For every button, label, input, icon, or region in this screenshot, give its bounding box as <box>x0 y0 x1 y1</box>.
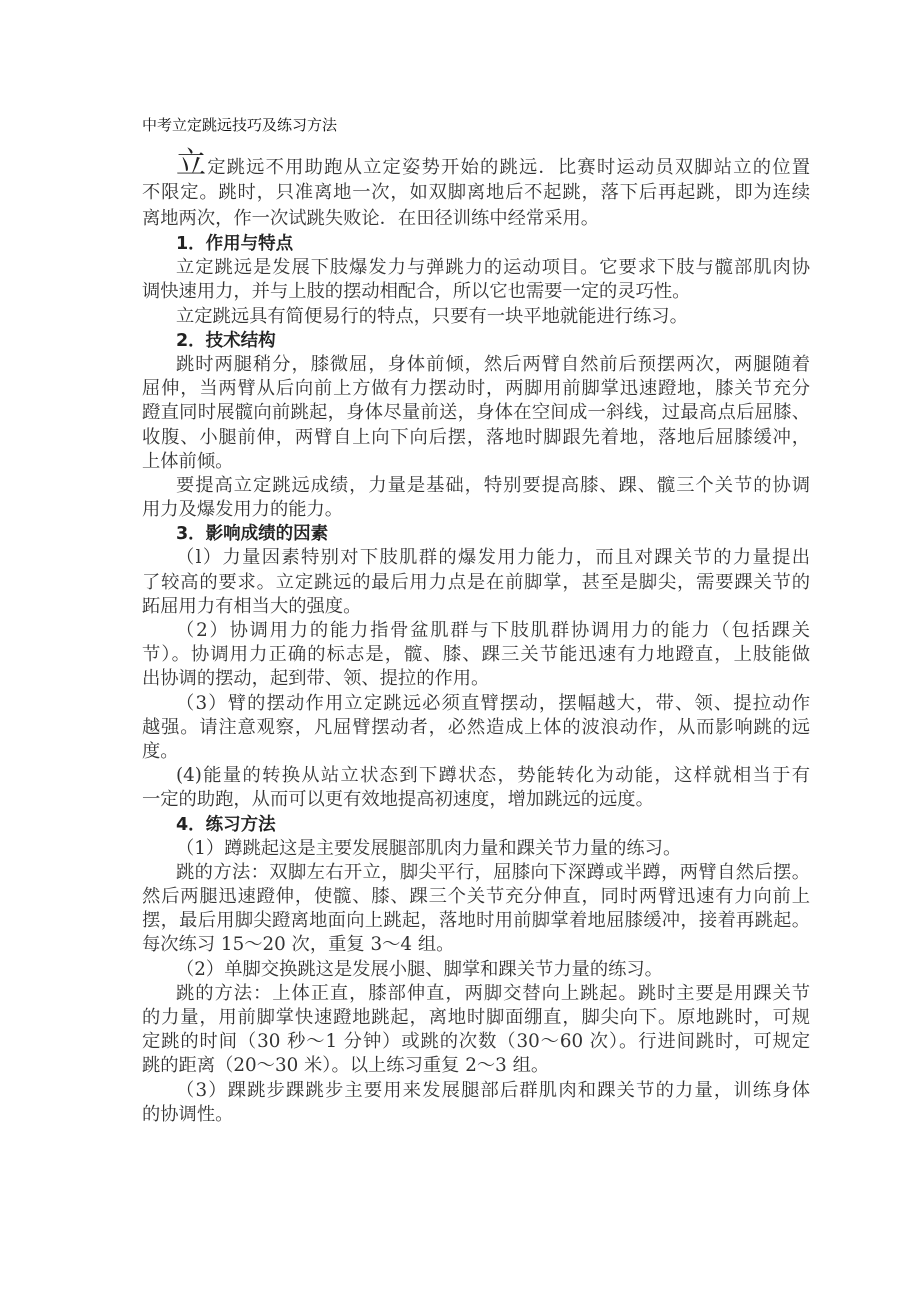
paragraph-line: 跳的方法：双脚左右开立，脚尖平行，屈膝向下深蹲或半蹲，两臂自然后摆。 <box>176 861 810 883</box>
paragraph-line: 立定跳远具有简便易行的特点，只要有一块平地就能进行练习。 <box>176 305 688 327</box>
paragraph-line: 跳时两腿稍分，膝微屈，身体前倾，然后两臂自然前后预摆两次，两腿随着 <box>176 353 810 375</box>
paragraph-line: 了较高的要求。立定跳远的最后用力点是在前脚掌，甚至是脚尖，需要踝关节的 <box>142 571 810 593</box>
paragraph-line: 出协调的摆动，起到带、领、提拉的作用。 <box>142 668 490 690</box>
paragraph-line: 每次练习 15～20 次，重复 3～4 组。 <box>142 934 455 956</box>
paragraph-line: 立定跳远是发展下肢爆发力与弹跳力的运动项目。它要求下肢与髋部肌肉协 <box>176 257 810 279</box>
section-heading <box>142 329 810 353</box>
paragraph-line: 一定的助跑，从而可以更有效地提高初速度，增加跳远的远度。 <box>142 789 654 811</box>
paragraph-line: 度。 <box>142 740 179 762</box>
paragraph-line: （1）蹲跳起这是主要发展腿部肌肉力量和踝关节力量的练习。 <box>176 837 682 859</box>
paragraph <box>142 764 810 812</box>
paragraph <box>142 958 810 982</box>
line-text: 定跳远不用助跑从立定姿势开始的跳远．比赛时运动员双脚站立的位置 <box>207 157 810 178</box>
paragraph <box>142 256 810 304</box>
paragraph-line: 的协调性。 <box>142 1103 234 1125</box>
paragraph-line: 定跳的时间（30 秒～1 分钟）或跳的次数（30～60 次）。行进间跳时，可规定 <box>142 1031 810 1053</box>
heading-text: 4．练习方法 <box>176 814 276 835</box>
paragraph <box>142 619 810 692</box>
paragraph-line: 离地两次，作一次试跳失败论．在田径训练中经常采用。 <box>142 208 600 229</box>
paragraph-line: （l）力量因素特别对下肢肌群的爆发用力能力，而且对踝关节的力量提出 <box>176 547 810 569</box>
heading-text: 1．作用与特点 <box>176 234 294 254</box>
paragraph-line: 越强。请注意观察，凡屈臂摆动者，必然造成上体的波浪动作，从而影响跳的远 <box>142 716 810 738</box>
paragraph-line: 屈伸，当两臂从后向前上方做有力摆动时，两脚用前脚掌迅速蹬地，膝关节充分 <box>142 378 810 400</box>
paragraph <box>142 982 810 1079</box>
paragraph-line: 收腹、小腿前伸，两臂自上向下向后摆，落地时脚跟先着地，落地后屈膝缓冲， <box>142 426 810 448</box>
paragraph <box>142 837 810 861</box>
paragraph <box>142 474 810 522</box>
document-page <box>142 114 810 1127</box>
paragraph <box>142 305 810 329</box>
document-body <box>142 232 810 1127</box>
heading-text: 2．技术结构 <box>176 330 276 351</box>
paragraph-line <box>142 144 810 180</box>
section-heading <box>142 813 810 837</box>
paragraph-line: 要提高立定跳远成绩，力量是基础，特别要提高膝、踝、髋三个关节的协调 <box>176 474 810 496</box>
paragraph <box>142 861 810 958</box>
paragraph-line: 跳的方法：上体正直，膝部伸直，两脚交替向上跳起。跳时主要是用踝关节 <box>176 982 810 1004</box>
paragraph-line: 的力量，用前脚掌快速蹬地跳起，离地时脚面绷直，脚尖向下。原地跳时，可规 <box>142 1007 810 1028</box>
document-title: 中考立定跳远技巧及练习方法 <box>142 116 338 134</box>
paragraph-line: 摆，最后用脚尖蹬离地面向上跳起，落地时用前脚掌着地屈膝缓冲，接着再跳起。 <box>142 910 810 932</box>
paragraph-line: 然后两腿迅速蹬伸，使髋、膝、踝三个关节充分伸直，同时两臂迅速有力向前上 <box>142 886 810 908</box>
paragraph-line: 调快速用力，并与上肢的摆动相配合，所以它也需要一定的灵巧性。 <box>142 281 691 303</box>
section-heading <box>142 522 810 546</box>
paragraph-line: （3）踝跳步踝跳步主要用来发展腿部后群肌肉和踝关节的力量，训练身体 <box>176 1079 810 1101</box>
paragraph <box>142 692 810 765</box>
paragraph-line: （3）臂的摆动作用立定跳远必须直臂摆动，摆幅越大，带、领、提拉动作 <box>176 692 810 714</box>
section-heading <box>142 232 810 256</box>
paragraph <box>142 353 810 474</box>
paragraph-line: 蹬直同时展髋向前跳起，身体尽量前送，身体在空间成一斜线，过最高点后屈膝、 <box>142 402 810 424</box>
paragraph-line: 不限定。跳时，只准离地一次，如双脚离地后不起跳，落下后再起跳，即为连续 <box>142 182 810 203</box>
paragraph-line: 上体前倾。 <box>142 450 234 472</box>
paragraph-line: 跳的距离（20～30 米）。以上练习重复 2～3 组。 <box>142 1055 550 1077</box>
paragraph-line: 用力及爆发用力的能力。 <box>142 499 344 521</box>
drop-cap: 立 <box>176 146 208 180</box>
paragraph-line: (4)能量的转换从站立状态到下蹲状态，势能转化为动能，这样就相当于有 <box>176 765 810 787</box>
heading-text: 3．影响成绩的因素 <box>176 524 329 545</box>
paragraph <box>142 546 810 619</box>
paragraph-line: （2）单脚交换跳这是发展小腿、脚掌和踝关节力量的练习。 <box>176 958 663 980</box>
paragraph-line: 跖屈用力有相当大的强度。 <box>142 595 362 617</box>
paragraph-line: 节）。协调用力正确的标志是，髋、膝、踝三关节能迅速有力地蹬直，上肢能做 <box>142 644 810 666</box>
paragraph <box>142 1079 810 1127</box>
paragraph-line: （2）协调用力的能力指骨盆肌群与下肢肌群协调用力的能力（包括踝关 <box>176 620 810 641</box>
intro-paragraph <box>142 144 810 232</box>
